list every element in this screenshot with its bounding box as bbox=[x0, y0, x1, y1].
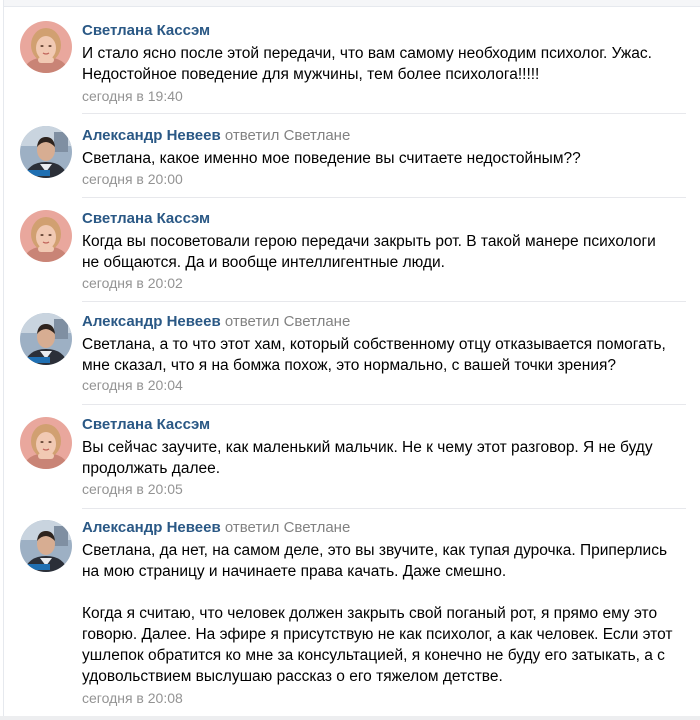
comment-time[interactable]: сегодня в 20:02 bbox=[82, 275, 183, 291]
divider bbox=[82, 113, 686, 114]
comment-time[interactable]: сегодня в 20:05 bbox=[82, 481, 183, 497]
comment-header bbox=[82, 313, 350, 331]
comment-text: И стало ясно после этой передачи, что вам самому необходим психолог. Ужас. Недостойное поведение для мужчины, тем более психолога!!!!! bbox=[82, 45, 652, 83]
reply-to[interactable]: ответил Светлане bbox=[224, 313, 351, 330]
comment-header bbox=[82, 127, 350, 145]
divider bbox=[82, 404, 686, 405]
avatar-aleksandr[interactable] bbox=[20, 520, 72, 572]
author-name[interactable]: Светлана Кассэм bbox=[82, 416, 211, 433]
comment-text: Светлана, да нет, на самом деле, это вы звучите, как тупая дурочка. Приперлись на мою страницу и начинаете права качать. Даже смешно. Когда я считаю, что человек должен закрыть свой поганый рот, я прямо ему это говорю. Далее. На эфире я присутствую не как психолог, а как человек. Если этот ушлепок обратится ко мне за консультацией, я конечно не буду его затыкать, а с удовольствием выслушаю рассказ о его тяжелом детстве. bbox=[82, 542, 673, 685]
left-edge bbox=[3, 0, 4, 720]
comment-text: Вы сейчас заучите, как маленький мальчик. Не к чему этот разговор. Я не буду продолжать далее. bbox=[82, 439, 653, 477]
avatar-svetlana[interactable] bbox=[20, 21, 72, 73]
bottom-edge bbox=[0, 716, 700, 720]
avatar-svetlana[interactable] bbox=[20, 417, 72, 469]
comment-time[interactable]: сегодня в 20:08 bbox=[82, 690, 183, 706]
comment-time[interactable]: сегодня в 19:40 bbox=[82, 88, 183, 104]
divider bbox=[82, 197, 686, 198]
avatar-svetlana[interactable] bbox=[20, 210, 72, 262]
author-name[interactable]: Светлана Кассэм bbox=[82, 210, 211, 227]
author-name[interactable]: Александр Невеев bbox=[82, 127, 221, 144]
reply-to[interactable]: ответил Светлане bbox=[224, 127, 351, 144]
author-name[interactable]: Александр Невеев bbox=[82, 313, 221, 330]
divider bbox=[82, 508, 686, 509]
divider bbox=[82, 301, 686, 302]
comment-time[interactable]: сегодня в 20:04 bbox=[82, 377, 183, 393]
avatar-aleksandr[interactable] bbox=[20, 126, 72, 178]
author-name[interactable]: Александр Невеев bbox=[82, 519, 221, 536]
comment-text: Когда вы посоветовали герою передачи закрыть рот. В такой манере психологи не общаются. Да и вообще интеллигентные люди. bbox=[82, 233, 656, 271]
comment-header bbox=[82, 416, 210, 434]
comment-time[interactable]: сегодня в 20:00 bbox=[82, 171, 183, 187]
reply-to[interactable]: ответил Светлане bbox=[224, 519, 351, 536]
comment-header bbox=[82, 22, 210, 40]
comment-text: Светлана, какое именно мое поведение вы считаете недостойным?? bbox=[82, 150, 581, 167]
comment-header bbox=[82, 210, 210, 228]
comment-header bbox=[82, 519, 350, 537]
comment-text: Светлана, а то что этот хам, который собственному отцу отказывается помогать, мне сказал, что я на бомжа похож, это нормально, с вашей точки зрения? bbox=[82, 336, 666, 374]
top-edge bbox=[3, 0, 700, 7]
author-name[interactable]: Светлана Кассэм bbox=[82, 22, 211, 39]
avatar-aleksandr[interactable] bbox=[20, 313, 72, 365]
